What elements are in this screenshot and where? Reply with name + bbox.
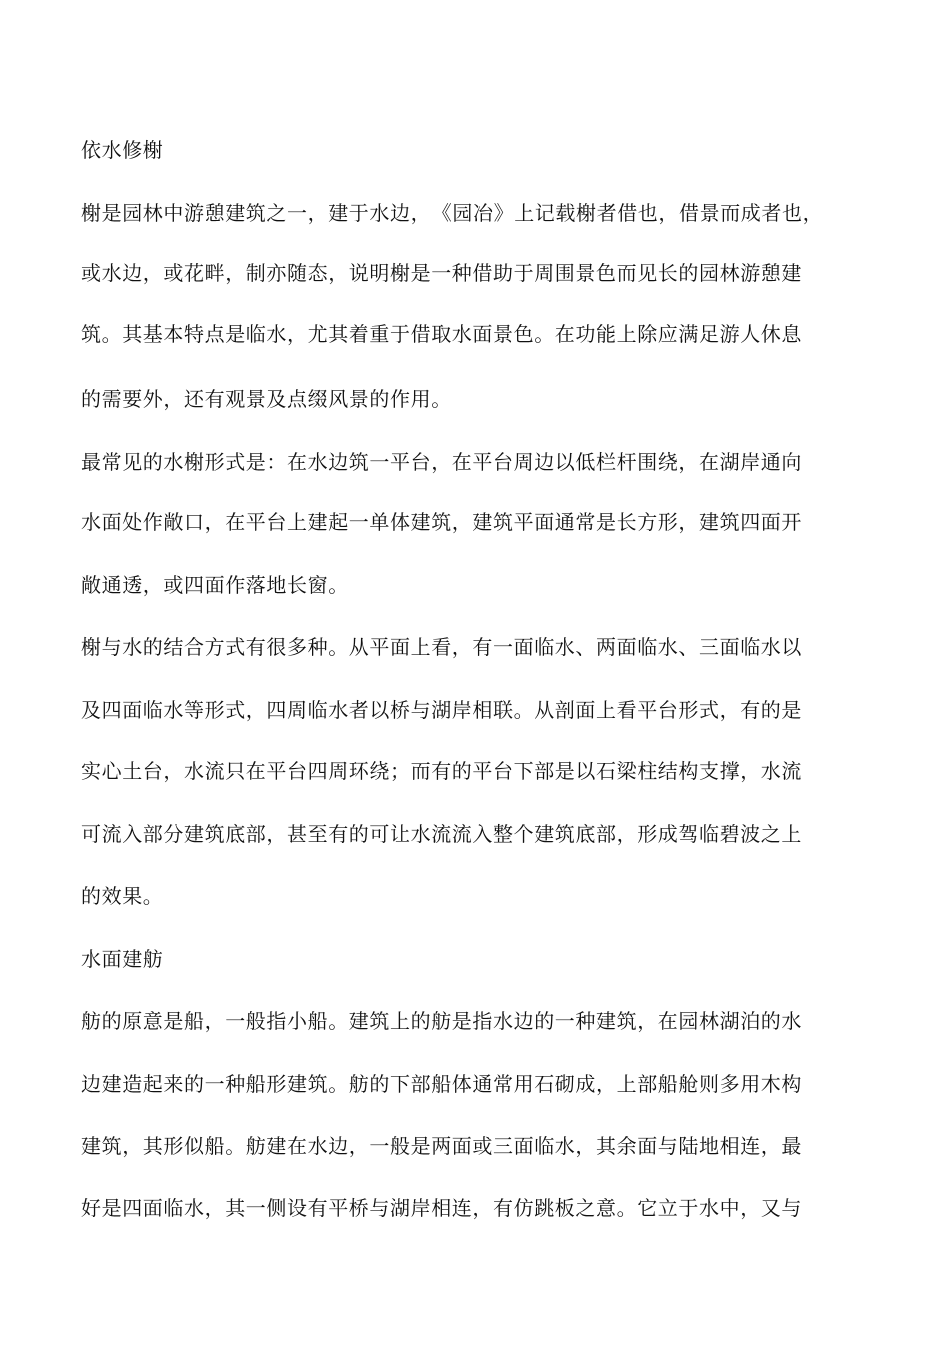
paragraph-line: 榭是园林中游憩建筑之一，建于水边， 《园冶》上记载榭者借也，借景而成者也， bbox=[81, 201, 824, 225]
paragraph-line: 的效果。 bbox=[81, 884, 164, 908]
paragraph-line: 敞通透，或四面作落地长窗。 bbox=[81, 573, 349, 597]
paragraph-line: 好是四面临水，其一侧设有平桥与湖岸相连，有仿跳板之意。它立于水中，又与 bbox=[81, 1196, 802, 1220]
section-heading-1: 依水修榭 bbox=[81, 138, 164, 162]
section-heading-2: 水面建舫 bbox=[81, 947, 164, 971]
paragraph-line: 及四面临水等形式，四周临水者以桥与湖岸相联。从剖面上看平台形式，有的是 bbox=[81, 698, 802, 722]
paragraph-line: 可流入部分建筑底部，甚至有的可让水流流入整个建筑底部，形成驾临碧波之上 bbox=[81, 822, 802, 846]
paragraph-line: 的需要外，还有观景及点缀风景的作用。 bbox=[81, 387, 452, 411]
paragraph-line: 建筑，其形似船。舫建在水边，一般是两面或三面临水，其余面与陆地相连，最 bbox=[81, 1134, 802, 1158]
paragraph-line: 舫的原意是船，一般指小船。建筑上的舫是指水边的一种建筑，在园林湖泊的水 bbox=[81, 1009, 802, 1033]
paragraph-line: 最常见的水榭形式是：在水边筑一平台，在平台周边以低栏杆围绕，在湖岸通向 bbox=[81, 450, 802, 474]
paragraph-line: 筑。其基本特点是临水，尤其着重于借取水面景色。在功能上除应满足游人休息 bbox=[81, 322, 802, 346]
paragraph-line: 或水边，或花畔，制亦随态，说明榭是一种借助于周围景色而见长的园林游憩建 bbox=[81, 261, 802, 285]
paragraph-line: 水面处作敞口，在平台上建起一单体建筑，建筑平面通常是长方形，建筑四面开 bbox=[81, 510, 802, 534]
paragraph-line: 实心土台，水流只在平台四周环绕；而有的平台下部是以石梁柱结构支撑，水流 bbox=[81, 759, 802, 783]
paragraph-line: 榭与水的结合方式有很多种。从平面上看，有一面临水、两面临水、三面临水以 bbox=[81, 635, 802, 659]
paragraph-line: 边建造起来的一种船形建筑。舫的下部船体通常用石砌成，上部船舱则多用木构 bbox=[81, 1072, 802, 1096]
